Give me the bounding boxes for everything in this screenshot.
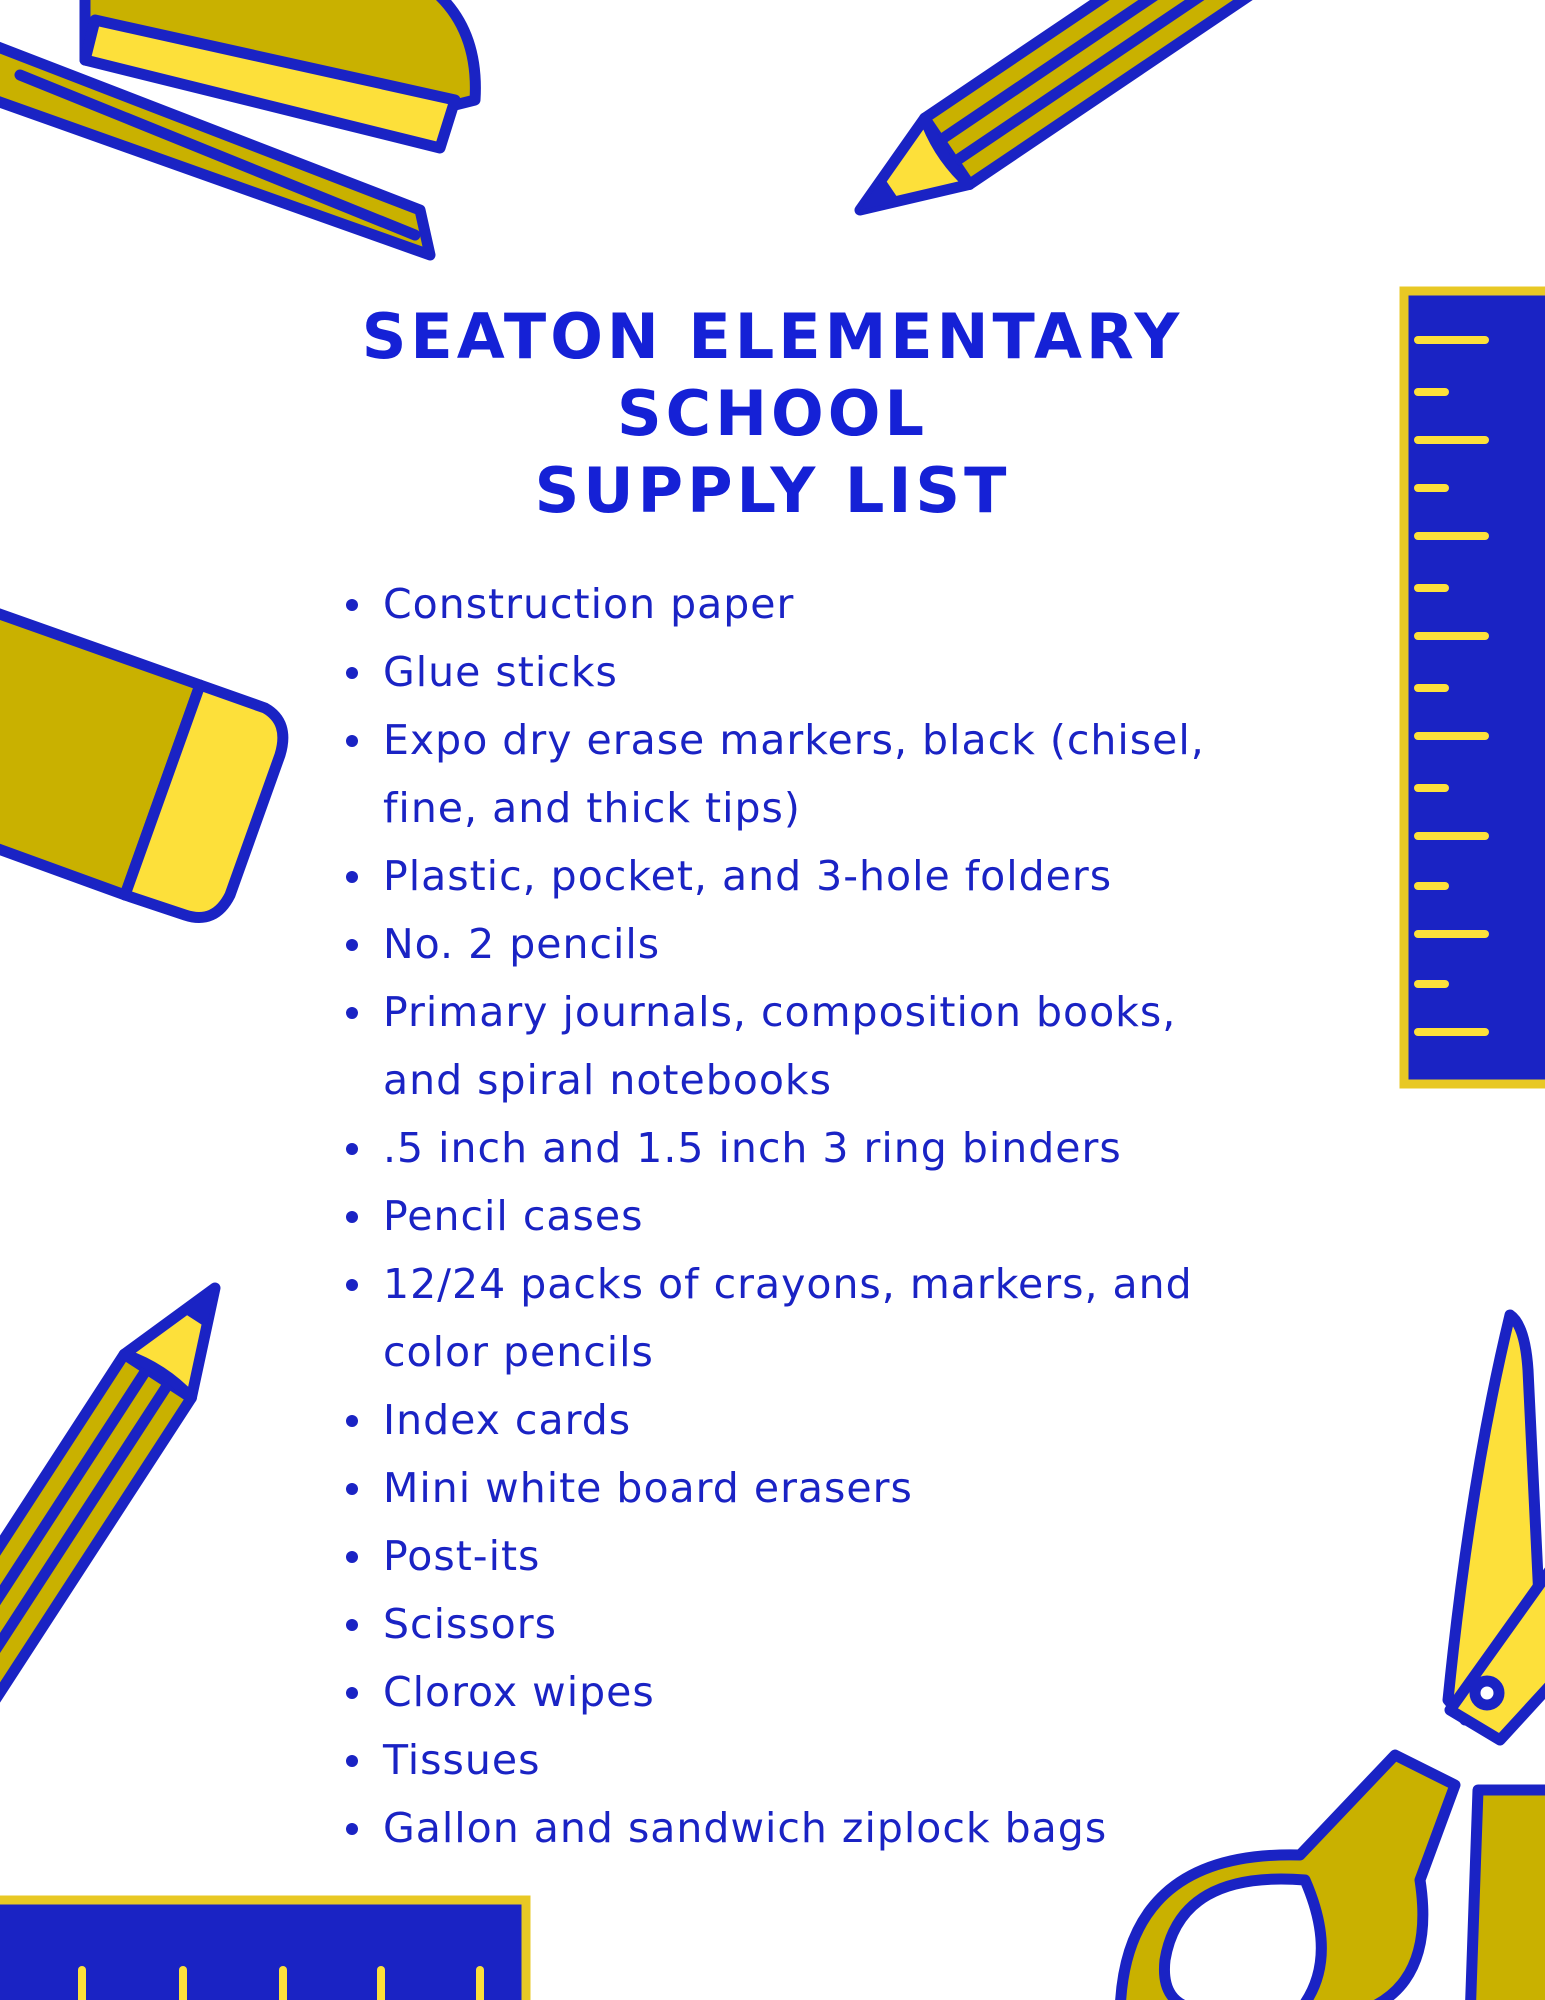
list-item: Index cards: [383, 1386, 1223, 1454]
list-item: Primary journals, composition books, and spiral notebooks: [383, 978, 1223, 1114]
list-item: Construction paper: [383, 570, 1223, 638]
supply-list: [383, 570, 1223, 1862]
list-item: Plastic, pocket, and 3-hole folders: [383, 842, 1223, 910]
list-item: Scissors: [383, 1590, 1223, 1658]
title-line-1: SEATON ELEMENTARY: [361, 300, 1184, 373]
list-item: Mini white board erasers: [383, 1454, 1223, 1522]
list-item: Clorox wipes: [383, 1658, 1223, 1726]
list-item: Glue sticks: [383, 638, 1223, 706]
pencil-icon: [838, 0, 1293, 243]
stapler-icon: [0, 0, 475, 255]
list-item: .5 inch and 1.5 inch 3 ring binders: [383, 1114, 1223, 1182]
list-item: Post-its: [383, 1522, 1223, 1590]
eraser-icon: [0, 600, 283, 918]
pencil-icon: [0, 1266, 249, 1708]
list-item: Tissues: [383, 1726, 1223, 1794]
ruler-icon: [0, 1900, 526, 2000]
list-item: No. 2 pencils: [383, 910, 1223, 978]
title-line-3: SUPPLY LIST: [534, 454, 1011, 527]
page-title: [330, 298, 1215, 529]
ruler-icon: [1404, 291, 1545, 1084]
list-item: Gallon and sandwich ziplock bags: [383, 1794, 1223, 1862]
title-line-2: SCHOOL: [617, 377, 928, 450]
list-item: Pencil cases: [383, 1182, 1223, 1250]
list-item: Expo dry erase markers, black (chisel, fine, and thick tips): [383, 706, 1223, 842]
list-item: 12/24 packs of crayons, markers, and color pencils: [383, 1250, 1223, 1386]
